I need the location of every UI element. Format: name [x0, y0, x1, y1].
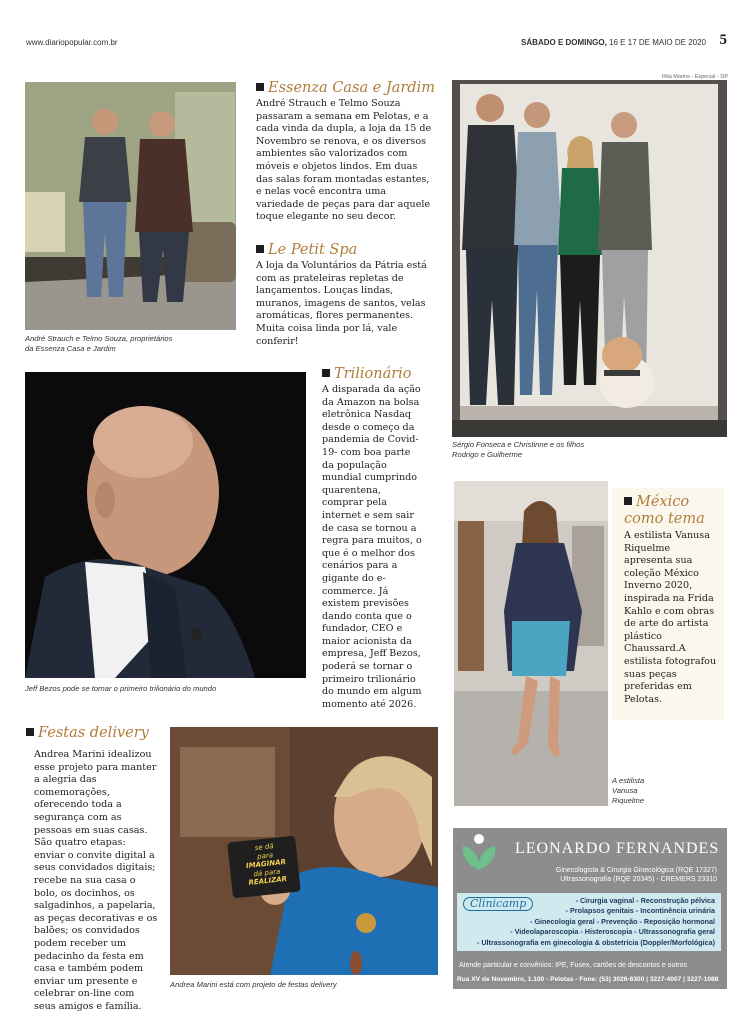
mexico-heading [624, 494, 705, 528]
vanusa-caption-line2: Vanusa [612, 786, 638, 795]
petit-spa-body: A loja da Voluntários da Pátria está com as prateleiras repletas de lançamentos. Louças lindas, muranos, imagens de santos, velas aromáticas, flores permanentes. Muita coisa linda por lá, vale conferir! [256, 260, 427, 347]
mexico-body: A estilista Vanusa Riquelme apresenta sua coleção México Inverno 2020, inspirada na Frida Kahlo e com obras de arte do artista plástico Chaussard.A estilista fotografou suas peças preferidas em Pelotas. [624, 530, 717, 705]
square-bullet-icon [256, 83, 264, 91]
website-url[interactable]: www.diariopopular.com.br [26, 38, 118, 47]
ad-attendance: Atende particular e convênios: IPE, Fusex, cartões de descontos e outros [459, 962, 688, 969]
essenza-heading [256, 80, 435, 97]
bezos-photo [25, 372, 306, 678]
vanusa-caption-line1: A estilista [612, 776, 645, 785]
andrea-sign [232, 840, 300, 889]
family-caption [452, 440, 584, 460]
trilionario-body: A disparada da ação da Amazon na bolsa eletrônica Nasdaq desde o começo da pandemia de Covid-19- com boa parte da população mundial cumprindo quarentena, comprar pela internet e sem sair de casa se tornou a regra para muitos, o que é o melhor dos cenários para a gigante do e-commerce. Já existem previsões dando conta que o fundador, CEO e maior acionista da empresa, Jeff Bezos, poderá se tornar o primeiro trilionário do mundo em algum momento até 2026. [322, 384, 422, 710]
family-caption-line1: Sérgio Fonseca e Christinne e os filhos [452, 440, 585, 449]
festas-heading [26, 725, 149, 742]
doctor-advertisement[interactable] [453, 828, 727, 989]
square-bullet-icon [26, 728, 34, 736]
ad-address: Rua XV de Novembro, 1.100 - Pelotas - Fone: (53) 3026-6300 | 3227-4007 | 3227-1088 [457, 976, 719, 983]
trilionario-heading [322, 366, 412, 383]
ad-service-item: - Videolaparoscopia - Histeroscopia - Ultrassonografia geral [510, 927, 715, 937]
ad-doctor-name: LEONARDO FERNANDES [515, 840, 720, 857]
sign-line5: REALIZAR [248, 874, 288, 887]
ad-service-item: - Ginecologia geral - Prevenção - Reposição hormonal [530, 916, 715, 926]
ad-line1: Ginecologista & Cirurgia Ginecológica (RQE 17327) [555, 867, 717, 874]
vanusa-caption [612, 776, 644, 806]
sign-line1: se dá [254, 842, 275, 853]
family-photo [452, 80, 727, 437]
sign-line2: para [256, 850, 274, 861]
ad-line2: Ultrassonografia (RQE 20345) - CREMERS 23310 [560, 876, 717, 883]
ad-service-item: - Prolapsos genitais - Incontinência urinária [565, 906, 715, 916]
header-date-text: 16 E 17 DE MAIO DE 2020 [609, 38, 706, 47]
festas-title: Festas delivery [38, 725, 149, 741]
square-bullet-icon [256, 245, 264, 253]
ad-services-box [457, 893, 721, 951]
bezos-photo-art [25, 372, 306, 678]
essenza-caption-line2: da Essenza Casa e Jardim [25, 344, 116, 353]
essenza-title: Essenza Casa e Jardim [268, 80, 435, 96]
andrea-photo [170, 727, 438, 975]
ad-service-item: - Cirurgia vaginal - Reconstrução pélvica [575, 896, 715, 905]
header-date [521, 38, 706, 47]
ad-credentials [556, 866, 717, 884]
vanusa-caption-line3: Riquelme [612, 796, 645, 805]
photo-credit: Rita Marins - Especial - DP [662, 74, 729, 80]
family-caption-line2: Rodrigo e Guilherme [452, 450, 523, 459]
petit-spa-title: Le Petit Spa [268, 242, 358, 258]
mexico-title-line2: como tema [624, 511, 705, 527]
family-photo-art [452, 80, 727, 437]
andrea-caption: Andrea Marini está com projeto de festas delivery [170, 980, 337, 989]
vanusa-photo [454, 481, 608, 806]
square-bullet-icon [322, 369, 330, 377]
essenza-photo [25, 82, 236, 330]
page-number: 5 [719, 32, 727, 48]
sign-line3: IMAGINAR [245, 857, 287, 871]
ad-service-item: - Ultrassonografia em ginecologia & obstetrícia (Doppler/Morfológica) [476, 937, 715, 947]
essenza-caption [25, 334, 172, 354]
essenza-photo-art [25, 82, 236, 330]
essenza-caption-line1: André Strauch e Telmo Souza, proprietários [25, 334, 173, 343]
ad-services-list [477, 896, 715, 948]
square-bullet-icon [624, 497, 632, 505]
bezos-caption: Jeff Bezos pode se tornar o primeiro trilionário do mundo [25, 684, 217, 693]
festas-body: Andrea Marini idealizou esse projeto para manter a alegria das comemorações, oferecendo toda a segurança com as pessoas em suas casas. São quatro etapas: enviar o convite digital a seus convidados digitais; recebe na sua casa o bolo, os docinhos, os salgadinhos, a papelaria, as peças decorativas e os balões; os convidados podem receber um pedacinho da festa em casa e também podem enviar um presente e celebrar on-line com seus amigos e família. [34, 749, 158, 1012]
vanusa-photo-art [454, 481, 608, 806]
clinic-logo: Clinicamp [463, 897, 533, 911]
petit-spa-heading [256, 242, 357, 259]
mexico-title-line1: México [636, 494, 690, 510]
sign-line4: dá para [253, 867, 281, 878]
header-day: SÁBADO E DOMINGO, [521, 38, 607, 47]
andrea-photo-art [170, 727, 438, 975]
leaf-logo-icon [459, 832, 499, 872]
essenza-body: André Strauch e Telmo Souza passaram a semana em Pelotas, e a cada vinda da dupla, a loja da 15 de Novembro se renova, e os diversos ambientes são valorizados com móveis e objetos lindos. Em duas das salas foram montadas estantes, e nelas você encontra uma variedade de peças para dar aquele toque elegante no seu decor. [256, 98, 432, 223]
trilionario-title: Trilionário [334, 366, 412, 382]
